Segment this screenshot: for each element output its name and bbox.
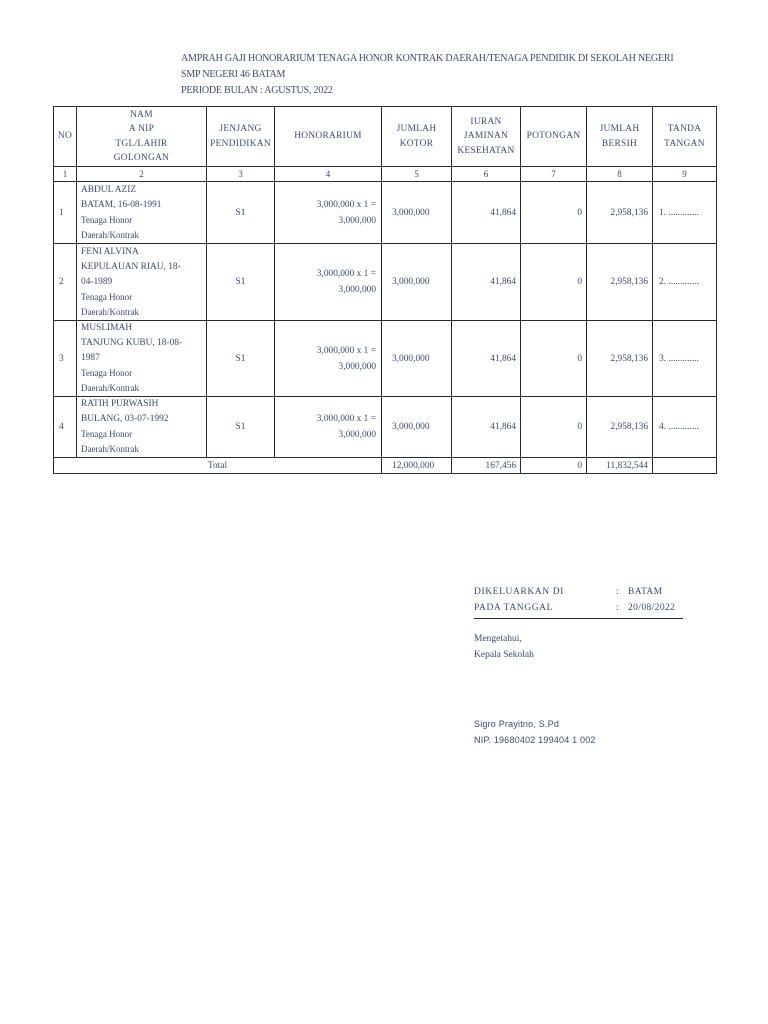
table-row	[54, 244, 717, 321]
potongan-cell: 0	[521, 244, 587, 321]
birth-info: 1987	[81, 353, 100, 363]
iuran-cell: 41,864	[452, 182, 521, 244]
table-row	[54, 182, 717, 244]
jumlah-kotor-cell: 3,000,000	[382, 397, 452, 458]
honorarium-cell: 3,000,000 x 1 = 3,000,000	[275, 182, 382, 244]
employee-status: Tenaga Honor	[81, 429, 133, 439]
total-bersih: 11,832,544	[587, 458, 653, 474]
signature-cell: 2. .............	[653, 244, 717, 321]
honorarium-cell: 3,000,000 x 1 = 3,000,000	[275, 244, 382, 321]
row-no: 3	[54, 321, 77, 397]
signature-cell: 4. .............	[653, 397, 717, 458]
signature-divider	[474, 618, 683, 619]
column-number: 4	[275, 167, 382, 182]
issued-at-value: BATAM	[628, 587, 663, 597]
period-label: PERIODE BULAN : AGUSTUS, 2022	[181, 85, 333, 96]
employee-name: FENI ALVINA	[81, 246, 139, 257]
jenjang-cell: S1	[207, 244, 275, 321]
iuran-cell: 41,864	[452, 397, 521, 458]
header-honorarium: HONORARIUM	[275, 107, 382, 167]
employee-cell	[77, 244, 207, 321]
employee-cell	[77, 321, 207, 397]
signer-name: Sigro Prayitno, S.Pd	[474, 719, 560, 729]
issued-at-colon: :	[616, 587, 619, 597]
iuran-cell: 41,864	[452, 244, 521, 321]
honorarium-cell: 3,000,000 x 1 = 3,000,000	[275, 321, 382, 397]
table-row	[54, 397, 717, 458]
document-header	[181, 51, 673, 99]
employee-name: RATIH PURWASIH	[81, 399, 159, 409]
date-label: PADA TANGGAL	[474, 603, 554, 613]
table-row	[54, 321, 717, 397]
birth-info: 04-1989	[81, 276, 113, 287]
column-number: 8	[587, 167, 653, 182]
signature-cell: 3. .............	[653, 321, 717, 397]
jumlah-bersih-cell: 2,958,136	[587, 244, 653, 321]
total-potongan: 0	[521, 458, 587, 474]
honorarium-table	[53, 106, 717, 474]
total-iuran: 167,456	[452, 458, 521, 474]
header-jumlah-kotor: JUMLAH KOTOR	[382, 107, 452, 167]
birth-info: BATAM, 16-08-1991	[81, 199, 162, 210]
row-no: 2	[54, 244, 77, 321]
employee-cell	[77, 397, 207, 458]
birth-info: TANJUNG KUBU, 18-08-	[81, 338, 183, 348]
jumlah-kotor-cell: 3,000,000	[382, 244, 452, 321]
potongan-cell: 0	[521, 321, 587, 397]
employee-status: Daerah/Kontrak	[81, 444, 139, 454]
jenjang-cell: S1	[207, 182, 275, 244]
employee-name: MUSLIMAH	[81, 323, 133, 333]
known-by-label: Mengetahui,	[474, 634, 522, 644]
employee-status: Tenaga Honor	[81, 368, 133, 378]
iuran-cell: 41,864	[452, 321, 521, 397]
jumlah-bersih-cell: 2,958,136	[587, 397, 653, 458]
total-signature-empty	[653, 458, 717, 474]
issued-at-label: DIKELUARKAN DI	[474, 587, 564, 597]
header-name: NAM A NIP TGL/LAHIR GOLONGAN	[77, 107, 207, 167]
jenjang-cell: S1	[207, 321, 275, 397]
employee-status: Daerah/Kontrak	[81, 383, 139, 393]
employee-status: Daerah/Kontrak	[81, 306, 139, 317]
principal-position: Kepala Sekolah	[474, 650, 534, 660]
column-number: 3	[207, 167, 275, 182]
total-label: Total	[54, 458, 382, 474]
column-number: 6	[452, 167, 521, 182]
employee-status: Tenaga Honor	[81, 214, 133, 225]
header-iuran: IURAN JAMINAN KESEHATAN	[452, 107, 521, 167]
header-potongan: POTONGAN	[521, 107, 587, 167]
row-no: 1	[54, 182, 77, 244]
jumlah-bersih-cell: 2,958,136	[587, 321, 653, 397]
row-no: 4	[54, 397, 77, 458]
jumlah-kotor-cell: 3,000,000	[382, 321, 452, 397]
signature-cell: 1. .............	[653, 182, 717, 244]
table-header-row	[54, 107, 717, 167]
birth-info: KEPULAUAN RIAU, 18-	[81, 261, 181, 272]
employee-status: Tenaga Honor	[81, 291, 133, 302]
employee-name: ABDUL AZIZ	[81, 184, 137, 195]
column-number: 9	[653, 167, 717, 182]
employee-status: Daerah/Kontrak	[81, 229, 139, 240]
honorarium-cell: 3,000,000 x 1 = 3,000,000	[275, 397, 382, 458]
header-jumlah-bersih: JUMLAH BERSIH	[587, 107, 653, 167]
birth-info: BULANG, 03-07-1992	[81, 414, 169, 424]
date-colon: :	[616, 603, 619, 613]
date-value: 20/08/2022	[628, 603, 676, 613]
jumlah-kotor-cell: 3,000,000	[382, 182, 452, 244]
total-kotor: 12,000,000	[382, 458, 452, 474]
potongan-cell: 0	[521, 397, 587, 458]
header-jenjang: JENJANG PENDIDIKAN	[207, 107, 275, 167]
school-name: SMP NEGERI 46 BATAM	[181, 69, 286, 80]
jumlah-bersih-cell: 2,958,136	[587, 182, 653, 244]
column-number: 1	[54, 167, 77, 182]
employee-cell	[77, 182, 207, 244]
signer-nip: NIP. 19680402 199404 1 002	[474, 735, 596, 745]
header-tanda-tangan: TANDA TANGAN	[653, 107, 717, 167]
column-number: 2	[77, 167, 207, 182]
total-row	[54, 458, 717, 474]
header-no: NO	[54, 107, 77, 167]
potongan-cell: 0	[521, 182, 587, 244]
jenjang-cell: S1	[207, 397, 275, 458]
column-number-row	[54, 167, 717, 182]
column-number: 5	[382, 167, 452, 182]
column-number: 7	[521, 167, 587, 182]
document-title: AMPRAH GAJI HONORARIUM TENAGA HONOR KONTRAK DAERAH/TENAGA PENDIDIK DI SEKOLAH NEGERI	[181, 53, 674, 64]
